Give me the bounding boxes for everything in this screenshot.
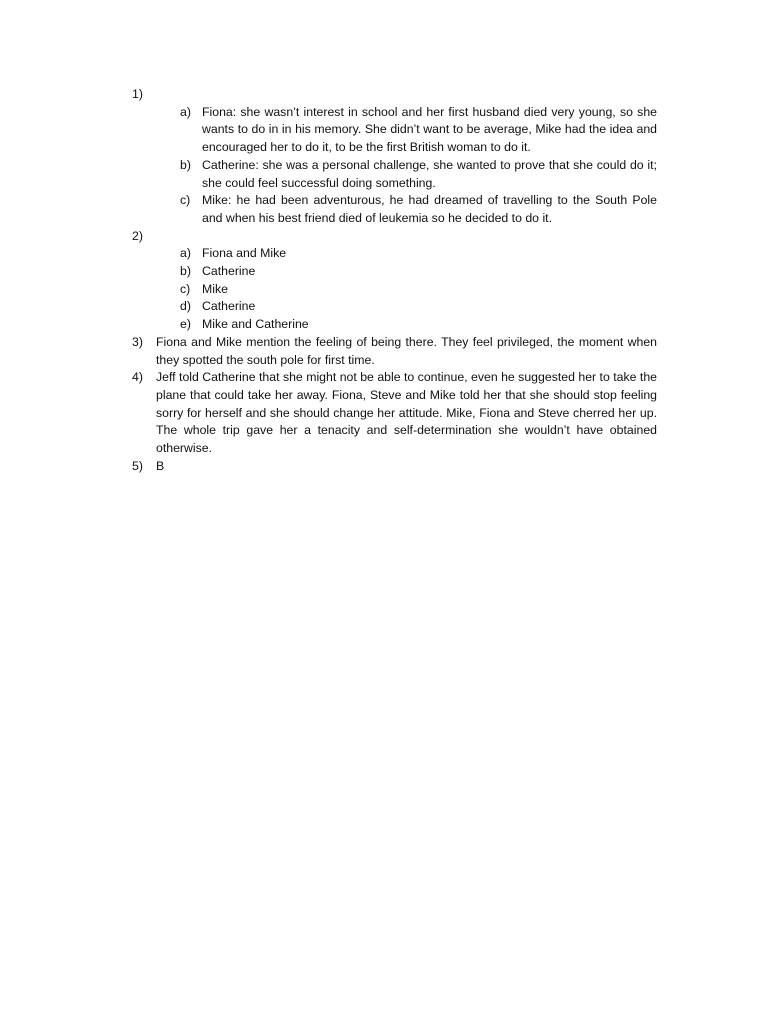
question-2 (132, 228, 657, 246)
answer-text: B (156, 458, 165, 473)
item-label: a) (180, 246, 191, 261)
answer-1a (180, 104, 657, 157)
question-number: 1) (132, 87, 143, 101)
item-text: Catherine (202, 299, 256, 314)
question-3 (132, 334, 657, 369)
answer-2e (180, 316, 657, 334)
question-number: 5) (132, 458, 143, 473)
item-text: Mike (202, 281, 228, 296)
item-text: Fiona: she wasn’t interest in school and her first husband died very young, so she wants to do in in his memory. She didn’t want to be average, Mike had the idea and encouraged her to do it, to be the first British woman to do it. (202, 104, 657, 155)
answer-2b (180, 263, 657, 281)
question-1 (132, 86, 657, 104)
question-number: 3) (132, 334, 143, 349)
item-text: Catherine (202, 264, 256, 279)
item-text: Mike: he had been adventurous, he had dreamed of travelling to the South Pole and when his best friend died of leukemia so he decided to do it. (202, 193, 657, 225)
answer-2c (180, 281, 657, 299)
question-5 (132, 458, 657, 476)
item-text: Mike and Catherine (202, 317, 309, 332)
question-4 (132, 369, 657, 458)
answer-text: Fiona and Mike mention the feeling of being there. They feel privileged, the moment when they spotted the south pole for first time. (156, 334, 657, 367)
question-number: 2) (132, 228, 143, 243)
item-label: c) (180, 281, 191, 296)
answer-text: Jeff told Catherine that she might not be able to continue, even he suggested her to take the plane that could take her away. Fiona, Steve and Mike told her that she should stop feeling sorry for herself and she should change her attitude. Mike, Fiona and Steve cherred her up. The whole trip gave her a tenacity and self-determination she wouldn’t have obtained otherwise. (156, 370, 657, 456)
answer-1b (180, 157, 657, 192)
item-label: a) (180, 104, 191, 119)
item-text: Fiona and Mike (202, 246, 287, 261)
answer-1c (180, 192, 657, 227)
item-label: d) (180, 299, 191, 314)
item-label: e) (180, 317, 191, 332)
answer-2d (180, 298, 657, 316)
item-label: b) (180, 264, 191, 279)
answer-list (132, 86, 657, 475)
answer-2a (180, 245, 657, 263)
item-label: b) (180, 157, 191, 172)
item-label: c) (180, 193, 191, 208)
item-text: Catherine: she was a personal challenge, she wanted to prove that she could do it; she could feel successful doing something. (202, 157, 657, 190)
question-number: 4) (132, 370, 143, 385)
